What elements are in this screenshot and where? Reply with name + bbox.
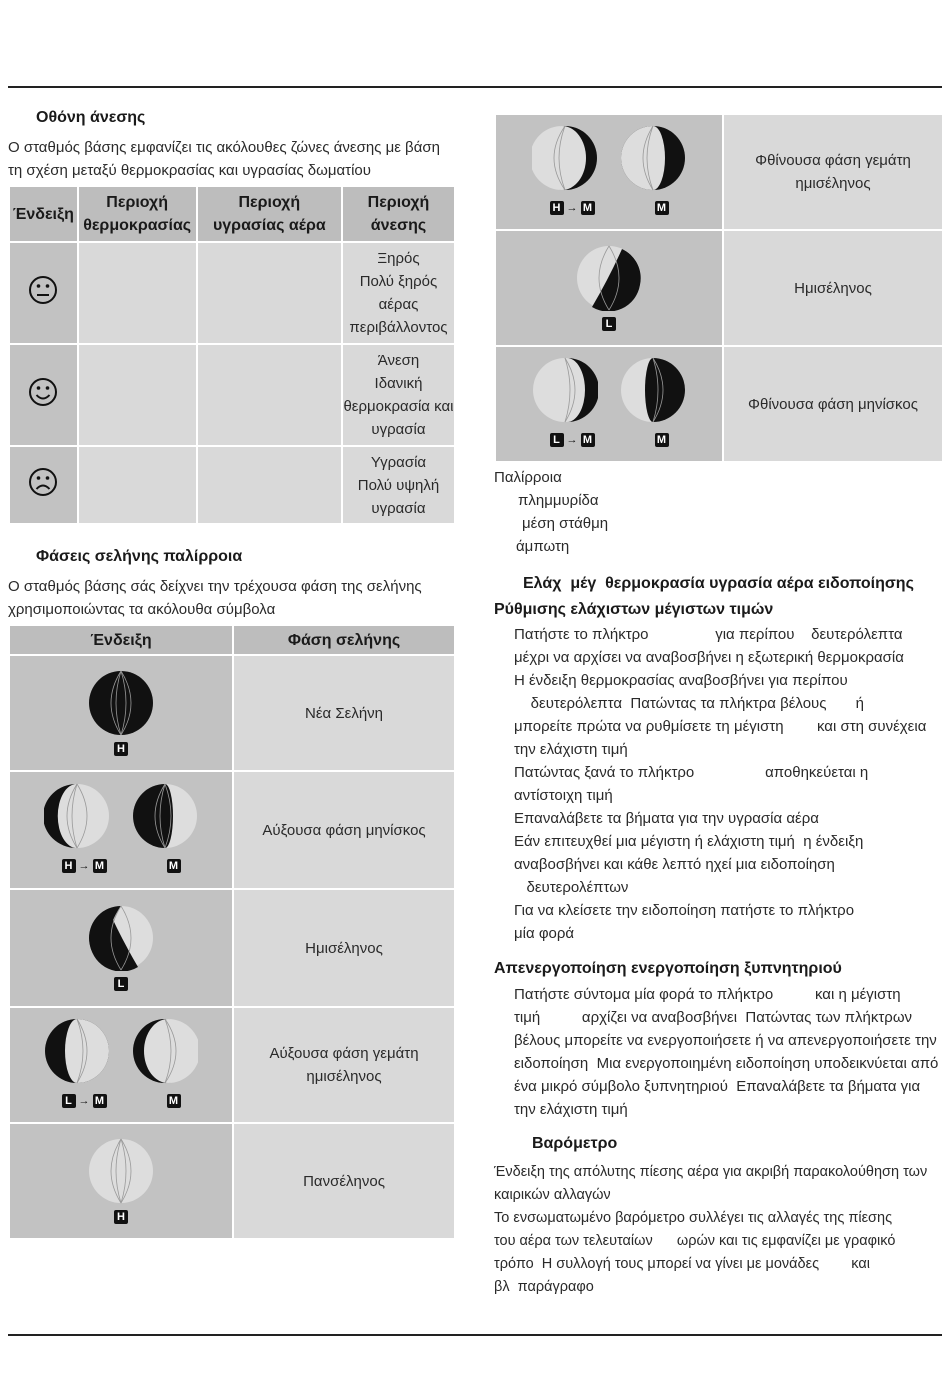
waning-gibbous-icon (620, 125, 686, 191)
moon-symbol: H → M M (495, 114, 723, 230)
moon-symbol: L (9, 889, 233, 1007)
alarm-sub2: Απενεργοποίηση ενεργοποίηση ξυπνητηριού (494, 960, 842, 977)
waxing-crescent-icon (132, 783, 198, 849)
moon-symbol: L → M M (495, 346, 723, 462)
moon-title: Φάσεις σελήνης παλίρροια (36, 548, 243, 565)
alarm-lines2: Πατήστε σύντομα μία φορά το πλήκτρο και η μέγιστη τιμή αρχίζει να αναβοσβήνει Πατώντας των πλήκτρων βέλους μπορείτε να ενεργοποιήσετε ή να απενεργοποιήσετε την ειδοποίηση Μια ενεργοποιημένη ειδοποίηση υποδεικνύεται από ένα μικρό σύμβολο ξυπνητηριού Επαναλάβετε τα βήματα για την ελάχιστη τιμή (514, 986, 939, 1118)
bottom-rule (8, 1334, 942, 1336)
waning-crescent-icon (532, 357, 598, 423)
moon-table-left (8, 624, 456, 1240)
comfort-intro: Ο σταθμός βάσης εμφανίζει τις ακόλουθες ζώνες άνεσης με βάση τη σχέση μεταξύ θερμοκρασίας και υγρασίας δωματίου (8, 139, 440, 179)
table-row: Υγρασία Πολύ υψηλή υγρασία (9, 446, 455, 524)
table-row: Άνεση Ιδανική θερμοκρασία και υγρασία (9, 344, 455, 446)
barometer-lines: Ένδειξη της απόλυτης πίεσης αέρα για ακριβή παρακολούθηση των καιρικών αλλαγών Το ενσωματωμένο βαρόμετρο συλλέγει τις αλλαγές της πίεσης του αέρα των τελευταίων ωρών και τις εμφανίζει με γραφικό τρόπο Η συλλογή τους μπορεί να γίνει με μονάδες και βλ παράγραφο (494, 1164, 928, 1295)
key-h: H (114, 742, 128, 756)
waxing-crescent-icon (44, 783, 110, 849)
moon-intro: Ο σταθμός βάσης σάς δείχνει την τρέχουσα φάση της σελήνης χρησιμοποιώντας τα ακόλουθα σύμβολα (8, 578, 422, 618)
table-row: H Νέα Σελήνη (9, 655, 455, 771)
waxing-gibbous-icon (44, 1018, 110, 1084)
alarm-lines1: Πατήστε το πλήκτρο για περίπου δευτερόλεπτα μέχρι να αρχίσει να αναβοσβήνει η εξωτερική θερμοκρασία Η ένδειξη θερμοκρασίας αναβοσβήνει για περίπου δευτερόλεπτα Πατώντας τα πλήκτρα βέλους ή μπορείτε πρώτα να ρυθμίσετε τη μέγιστη και στη συνέχεια την ελάχιστη τιμή Πατώντας ξανά το πλήκτρο αποθηκεύεται η αντίστοιχη τιμή Επαναλάβετε τα βήματα για την υγρασία αέρα Εάν επιτευχθεί μια μέγιστη ή ελάχιστη τιμή η ένδειξη αναβοσβήνει και κάθε λεπτό ηχεί μια ειδοποίηση δευτερολέπτων Για να κλείσετε την ειδοποίηση πατήστε το πλήκτρο μία φορά (514, 626, 927, 942)
new-moon-icon (88, 670, 154, 736)
alarm-sub1: Ρύθμισης ελάχιστων μέγιστων τιμών (494, 601, 774, 618)
tide-title: Παλίρροια (494, 469, 562, 486)
table-row: Ξηρός Πολύ ξηρός αέρας περιβάλλοντος (9, 242, 455, 344)
tide-block: Παλίρροια πλημμυρίδα μέση στάθμη άμπωτη (494, 466, 608, 558)
th-moon-indication: Ένδειξη (9, 625, 233, 655)
full-moon-icon (88, 1138, 154, 1204)
comfort-title: Οθόνη άνεσης (36, 109, 146, 126)
th-indication: Ένδειξη (9, 186, 78, 242)
moon-symbol: L → M M (9, 1007, 233, 1123)
moon-symbol: H (9, 1123, 233, 1239)
waning-crescent-icon (620, 357, 686, 423)
th-comfort-range: Περιοχή άνεσης (342, 186, 455, 242)
moon-symbol: H → M M (9, 771, 233, 889)
th-moon-phase: Φάση σελήνης (233, 625, 455, 655)
comfort-table (8, 185, 456, 525)
table-row: L → M M Αύξουσα φάση γεμάτη ημισέληνος (9, 1007, 455, 1123)
table-row: L → M M Φθίνουσα φάση μηνίσκος (495, 346, 943, 462)
th-temp-range: Περιοχή θερμοκρασίας (78, 186, 197, 242)
table-row: H Πανσέληνος (9, 1123, 455, 1239)
neutral-face-icon (9, 242, 78, 344)
table-row: L Ημισέληνος (495, 230, 943, 346)
moon-symbol: L (495, 230, 723, 346)
table-row: L Ημισέληνος (9, 889, 455, 1007)
smiling-face-icon (9, 344, 78, 446)
waning-gibbous-icon (532, 125, 598, 191)
half-moon-icon (88, 905, 154, 971)
table-row: H → M M Φθίνουσα φάση γεμάτη ημισέληνος (495, 114, 943, 230)
half-moon-icon (576, 245, 642, 311)
moon-symbol (9, 655, 233, 771)
waxing-gibbous-icon (132, 1018, 198, 1084)
alarm-heading: Ελάχ μέγ θερμοκρασία υγρασία αέρα ειδοποίησης (523, 575, 914, 592)
frowning-face-icon (9, 446, 78, 524)
moon-table-right (494, 113, 944, 463)
th-hum-range: Περιοχή υγρασίας αέρα (197, 186, 342, 242)
barometer-title: Βαρόμετρο (532, 1135, 618, 1152)
top-rule (8, 86, 942, 88)
table-row: H → M M Αύξουσα φάση μηνίσκος (9, 771, 455, 889)
